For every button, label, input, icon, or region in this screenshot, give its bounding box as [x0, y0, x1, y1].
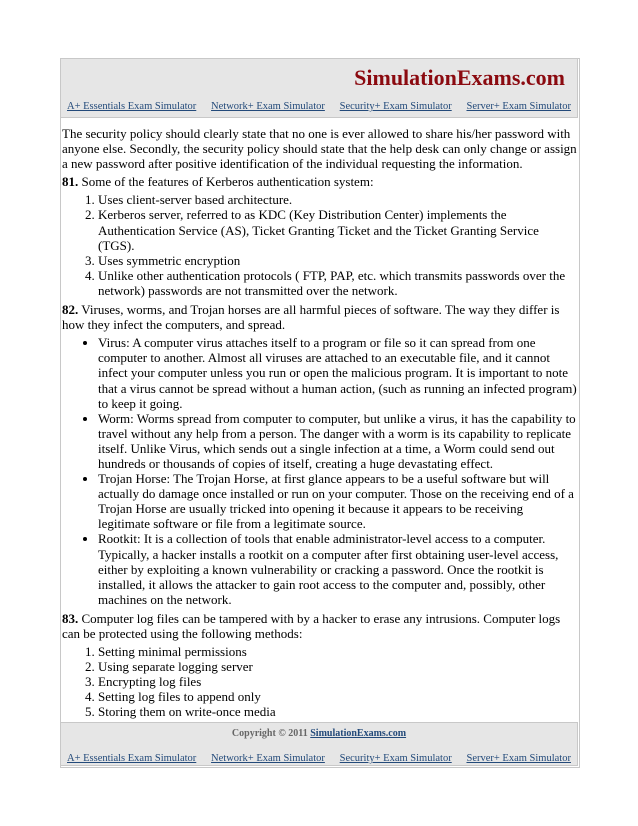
- q83-list: [62, 644, 578, 719]
- nav-link-security[interactable]: Security+ Exam Simulator: [339, 101, 452, 112]
- question-number: 81.: [62, 174, 79, 190]
- q82-list: [62, 335, 578, 607]
- footer: [60, 722, 578, 766]
- list-item: 2. Using separate logging server: [98, 659, 578, 674]
- site-brand[interactable]: SimulationExams.com: [354, 65, 565, 90]
- question-82: [62, 302, 578, 332]
- nav-link-network[interactable]: Network+ Exam Simulator: [211, 101, 325, 112]
- question-text: Some of the features of Kerberos authentication system:: [81, 174, 374, 190]
- header: [60, 58, 578, 118]
- list-item: 3. Encrypting log files: [98, 674, 578, 689]
- list-item: 3. Uses symmetric encryption: [98, 253, 578, 268]
- list-item: 4. Unlike other authentication protocols ( FTP, PAP, etc. which transmits passwords over the network) passwords are not transmitted over the network.: [98, 268, 578, 298]
- question-81: [62, 174, 578, 189]
- list-item: • Worm: Worms spread from computer to computer, but unlike a virus, it has the capability to travel without any help from a person. The danger with a worm is its capability to replicate itself. Unlike Virus, which sends out a single infection at a time, a Worm could send out hundreds or thousands of copies of itself, creating a huge devastating effect.: [98, 411, 578, 471]
- copyright-link[interactable]: SimulationExams.com: [310, 728, 407, 739]
- question-text: Viruses, worms, and Trojan horses are all harmful pieces of software. The way they differ is how they infect the computers, and spread.: [62, 302, 560, 333]
- list-item: • Virus: A computer virus attaches itself to a program or file so it can spread from one computer to another. Almost all viruses are attached to an executable file, and it cannot infect your computer unless you run or open the malicious program. It is important to note that a virus cannot be spread without a human action, (such as running an infected program) to keep it going.: [98, 335, 578, 410]
- nav-link-aplus[interactable]: A+ Essentials Exam Simulator: [67, 101, 197, 112]
- question-number: 82.: [62, 302, 79, 318]
- footer-link-server[interactable]: Server+ Exam Simulator: [466, 753, 571, 764]
- footer-link-aplus[interactable]: A+ Essentials Exam Simulator: [67, 753, 197, 764]
- question-83: [62, 611, 578, 641]
- list-item: 4. Setting log files to append only: [98, 689, 578, 704]
- list-item: 1. Setting minimal permissions: [98, 644, 578, 659]
- copyright-notice: [61, 728, 577, 739]
- main-content: [62, 126, 578, 724]
- list-item: • Trojan Horse: The Trojan Horse, at first glance appears to be a useful software but will actually do damage once installed or run on your computer. Those on the receiving end of a Trojan Horse are usually tricked into opening it because it appears to be receiving legitimate software or file from a legitimate source.: [98, 471, 578, 531]
- footer-nav: [61, 753, 577, 769]
- question-number: 83.: [62, 610, 79, 626]
- copyright-text: Copyright © 2011: [231, 728, 308, 739]
- list-item: 5. Storing them on write-once media: [98, 704, 578, 719]
- question-text: Computer log files can be tampered with by a hacker to erase any intrusions. Computer logs can be protected using the following methods:: [62, 610, 561, 641]
- intro-paragraph: The security policy should clearly state that no one is ever allowed to share his/her password with anyone else. Secondly, the security policy should state that the help desk can only change or assign a new password after positive identification of the individual requesting the information.: [62, 126, 577, 172]
- header-nav: [61, 101, 577, 117]
- nav-link-server[interactable]: Server+ Exam Simulator: [466, 101, 571, 112]
- footer-link-security[interactable]: Security+ Exam Simulator: [339, 753, 452, 764]
- q81-list: [62, 192, 578, 298]
- list-item: 2. Kerberos server, referred to as KDC (Key Distribution Center) implements the Authentication Service (AS), Ticket Granting Ticket and the Ticket Granting Service (TGS).: [98, 207, 578, 252]
- list-item: • Rootkit: It is a collection of tools that enable administrator-level access to a computer. Typically, a hacker installs a rootkit on a computer after first obtaining user-level access, either by exploiting a known vulnerability or cracking a password. Once the rootkit is installed, it allows the attacker to gain root access to the computer and, possibly, other machines on the network.: [98, 531, 578, 606]
- footer-link-network[interactable]: Network+ Exam Simulator: [211, 753, 325, 764]
- list-item: 1. Uses client-server based architecture.: [98, 192, 578, 207]
